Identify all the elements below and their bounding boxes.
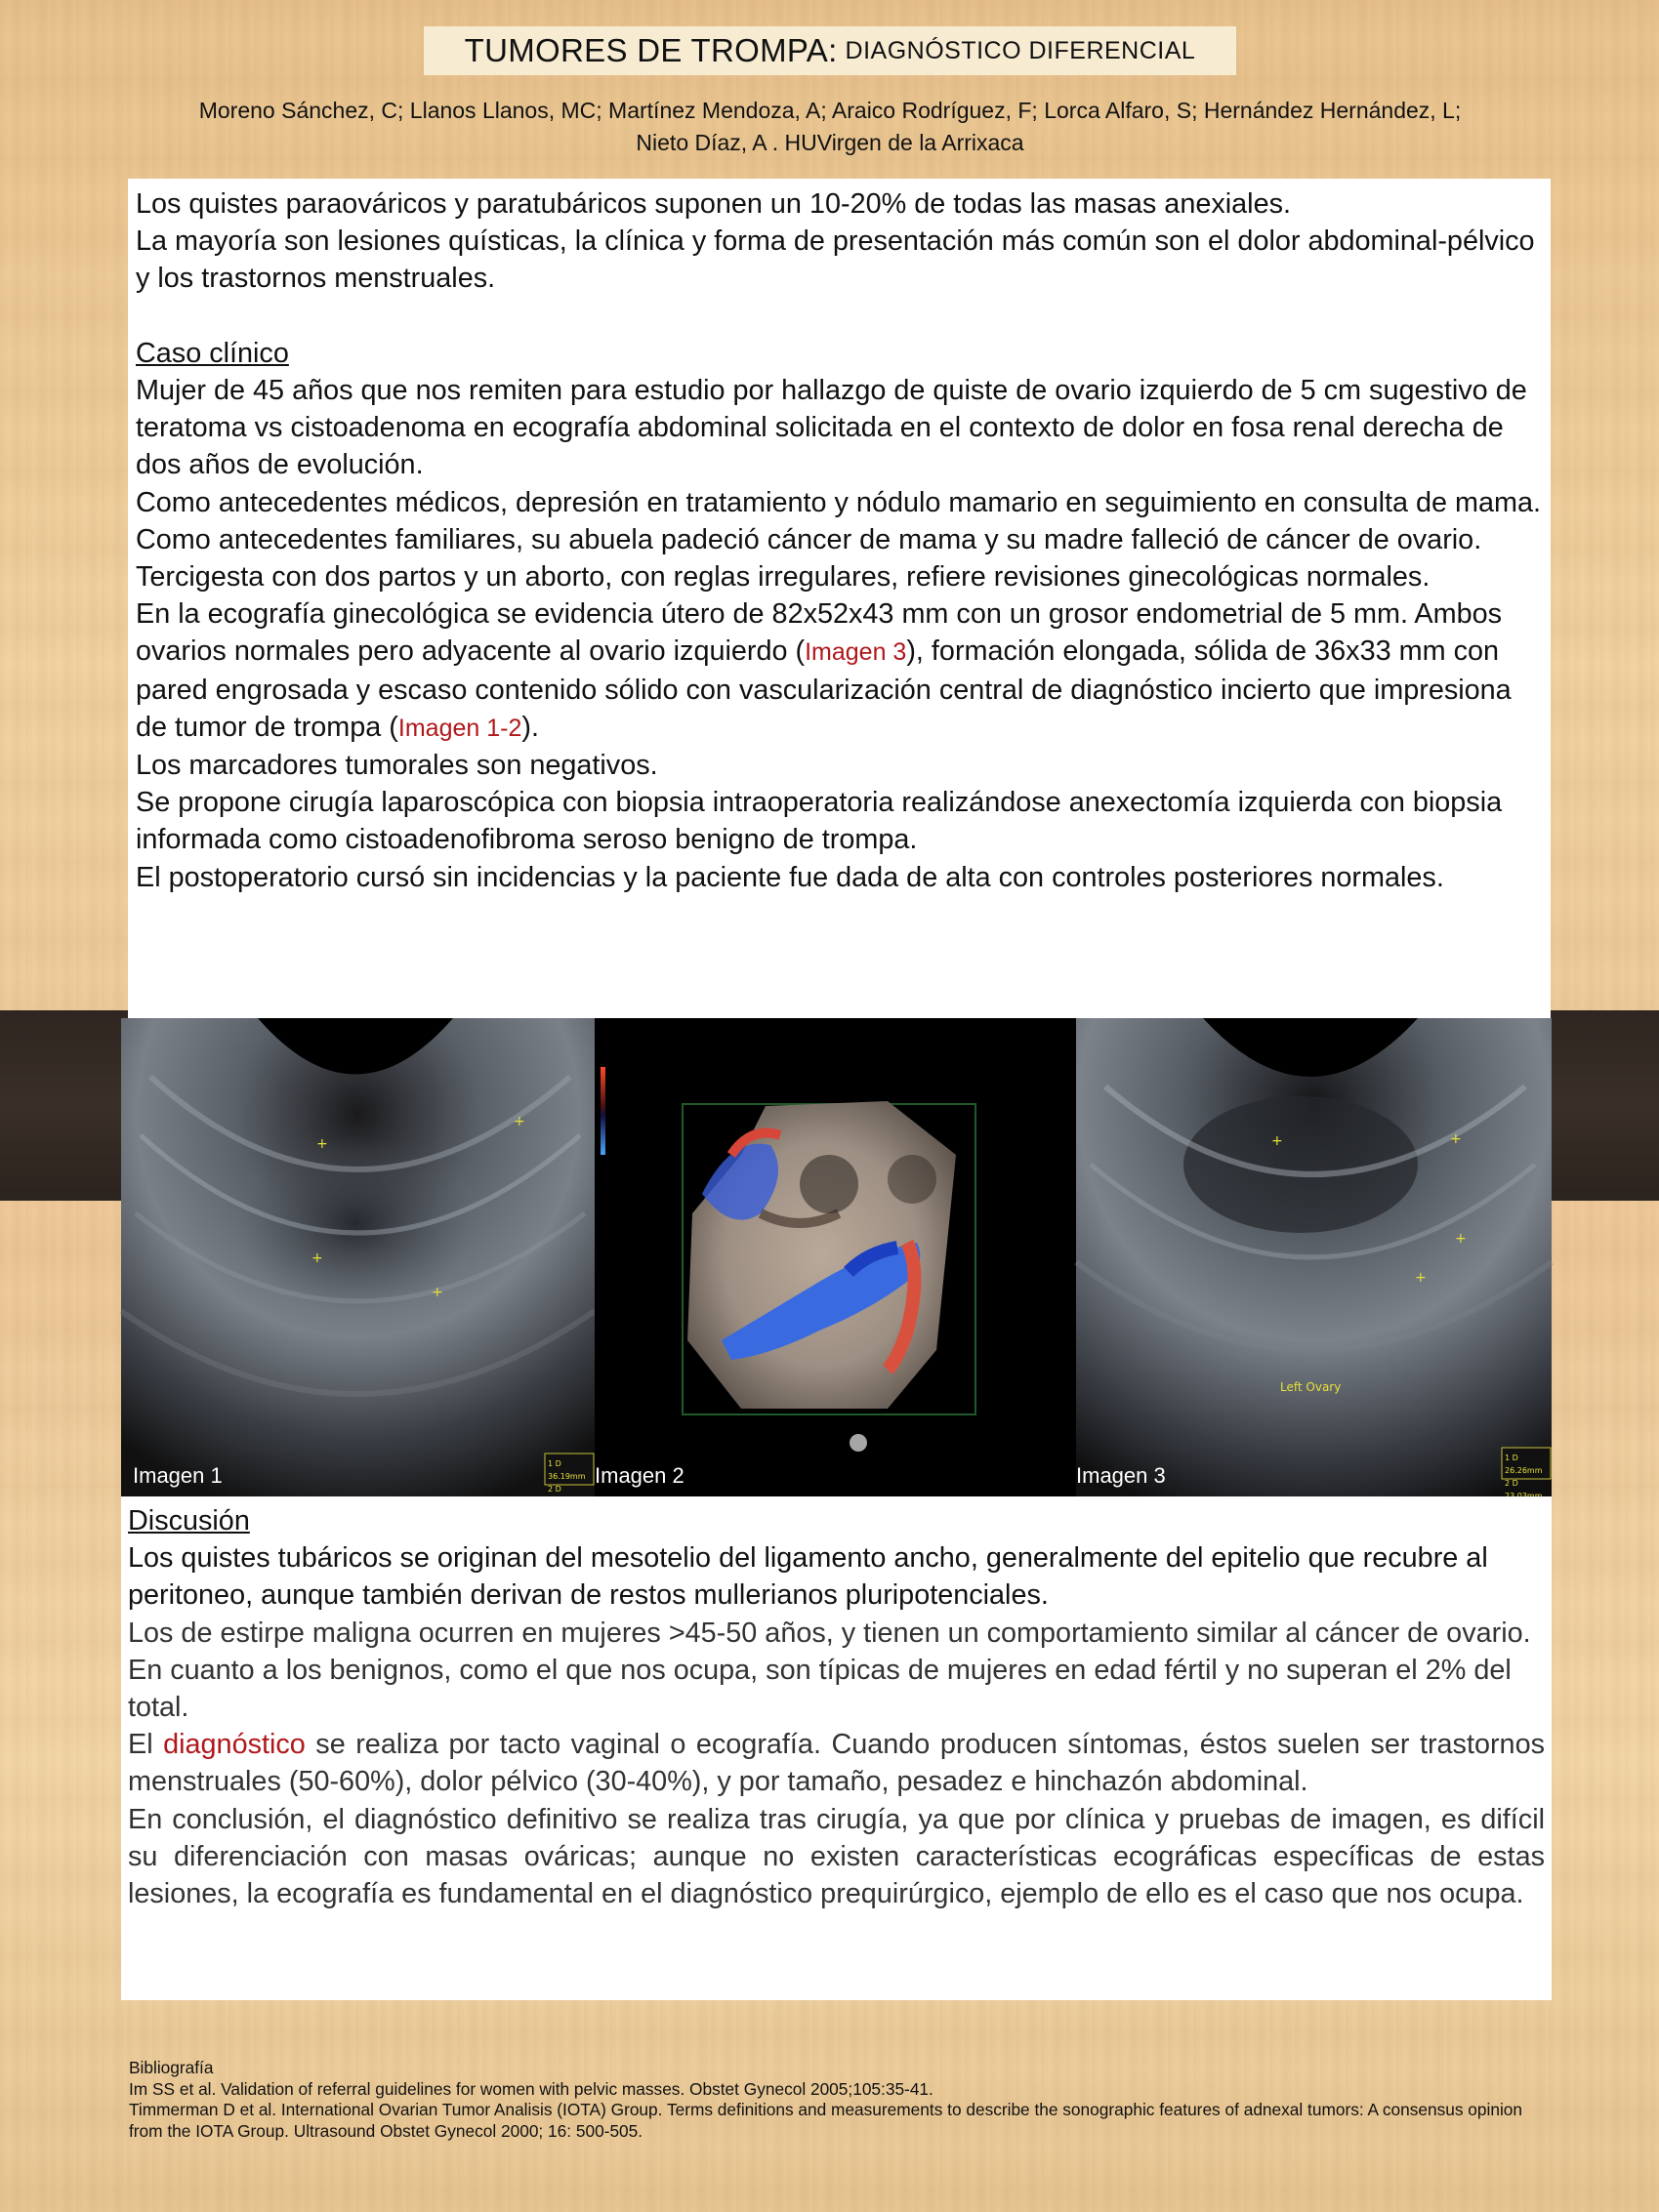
case-heading: Caso clínico [136,337,289,369]
case-paragraph-7: El postoperatorio cursó sin incidencias y la paciente fue dada de alta con controles posteriores normales. [136,861,1444,893]
ultrasound-image-2 [595,1018,1076,1496]
ultrasound-image-1 [121,1018,595,1496]
measurement-readout-3 [1505,1452,1552,1502]
case-paragraph-2: Como antecedentes médicos, depresión en tratamiento y nódulo mamario en seguimiento en consulta de mama. Como antecedentes familiares, su abuela padeció cáncer de mama y su madre falleció de cáncer de ovario. [136,486,1542,555]
spacer [136,298,1543,335]
case-paragraph-5: Los marcadores tumorales son negativos. [136,750,658,782]
svg-text:+: + [1455,1231,1467,1247]
image-2-label: Imagen 2 [595,1463,684,1488]
case-paragraph-3: Tercigesta con dos partos y un aborto, con reglas irregulares, refiere revisiones ginecológicas normales. [136,561,1431,594]
svg-text:+: + [514,1114,525,1129]
image-1-2-reference: Imagen 1-2 [397,714,522,742]
svg-text:+: + [311,1250,323,1266]
image-3-reference: Imagen 3 [805,638,907,667]
authors-line-1: Moreno Sánchez, C; Llanos Llanos, MC; Martínez Mendoza, A; Araico Rodríguez, F; Lorca Alfaro, S; Hernández Hernández, L; [198,98,1462,123]
ultrasound-2-doppler-graphic [595,1018,1076,1496]
measurement-1a: 1 D 36.19mm [548,1459,586,1481]
svg-text:+: + [432,1285,443,1300]
case-p4-text-a: En la ecografía ginecológica se evidencia útero de 82x52x43 mm con un grosor endometrial de 5 mm. Ambos ovarios normales pero adyacente al ovario izquierdo ( [136,598,1503,668]
bibliography-heading: Bibliografía [129,2058,214,2077]
image-3-label: Imagen 3 [1076,1463,1166,1488]
ultrasound-1-graphic [121,1018,595,1496]
discussion-p3-text-b: se realiza por tacto vaginal o ecografía. Cuando producen síntomas, éstos suelen ser trastornos menstruales (50-60%), dolor pélvico (30-40%), y por tamaño, pesadez e hinchazón abdominal. [128,1729,1545,1798]
discussion-p3-text-a: El [128,1729,164,1761]
discussion-paragraph-4: En conclusión, el diagnóstico definitivo se realiza tras cirugía, ya que por clínica y pruebas de imagen, es difícil su diferenciación con masas ováricas; aunque no existen características ecográficas específicas de estas lesiones, la ecografía es fundamental en el diagnóstico prequirúrgico, ejemplo de ello es el caso que nos ocupa. [128,1803,1545,1910]
svg-text:+: + [1271,1133,1283,1149]
measurement-1b: 2 D [548,1485,561,1494]
ultrasound-image-strip [121,1018,1552,1496]
measurement-3a: 1 D 26.26mm [1505,1454,1543,1475]
case-paragraph-1: Mujer de 45 años que nos remiten para estudio por hallazgo de quiste de ovario izquierdo de 5 cm sugestivo de teratoma vs cistoadenoma en ecografía abdominal solicitada en el contexto de dolor en fosa renal derecha de dos años de evolución. [136,375,1527,481]
title-subtitle: DIAGNÓSTICO DIFERENCIAL [845,36,1196,64]
intro-panel [128,179,1551,1018]
discussion-paragraph-2: Los de estirpe maligna ocurren en mujeres >45-50 años, y tienen un comportamiento similar al cáncer de ovario. En cuanto a los benignos, como el que nos ocupa, son típicas de mujeres en edad fértil y no superan el 2% del total. [128,1617,1531,1724]
case-paragraph-4 [136,595,1543,747]
title-main: TUMORES DE TROMPA: [464,32,838,68]
discussion-paragraph-1: Los quistes tubáricos se originan del mesotelio del ligamento ancho, generalmente del epitelio que recubre al peritoneo, aunque también derivan de restos mullerianos pluripotenciales. [128,1542,1488,1612]
svg-text:+: + [1450,1131,1462,1147]
ultrasound-image-3 [1076,1018,1552,1496]
measurement-3b: 2 D [1505,1479,1518,1488]
intro-paragraph-1: Los quistes paraováricos y paratubáricos suponen un 10-20% de todas las masas anexiales. [136,188,1291,220]
svg-text:+: + [1415,1270,1427,1286]
authors-block [107,95,1553,159]
case-p4-text-b: ), formación elongada, sólida de 36x33 mm con pared engrosada y escaso contenido sólido con vascularización central de diagnóstico incierto que impresiona de tumor de trompa ( [136,635,1512,743]
case-p4-text-c: ). [521,711,539,743]
ultrasound-3-graphic [1076,1018,1552,1496]
bibliography-ref-2: Timmerman D et al. International Ovarian Tumor Analisis (IOTA) Group. Terms definitions and measurements to describe the sonographic features of adnexal tumors: A consensus opinion from the IOTA Group. Ultrasound Obstet Gynecol 2000; 16: 500-505. [129,2100,1523,2141]
poster-title [424,26,1236,75]
case-paragraph-6: Se propone cirugía laparoscópica con biopsia intraoperatoria realizándose anexectomía izquierda con biopsia informada como cistoadenofibroma seroso benigno de trompa. [136,787,1503,856]
discussion-panel [121,1496,1552,2000]
authors-line-2: Nieto Díaz, A . HUVirgen de la Arrixaca [636,130,1024,155]
discussion-heading: Discusión [128,1505,250,1536]
left-ovary-annotation: Left Ovary [1280,1380,1342,1394]
bibliography-ref-1: Im SS et al. Validation of referral guidelines for women with pelvic masses. Obstet Gynecol 2005;105:35-41. [129,2078,933,2099]
image-1-label: Imagen 1 [133,1463,223,1488]
bibliography [129,2058,1555,2142]
svg-text:+: + [316,1136,328,1152]
discussion-paragraph-3 [128,1726,1545,1800]
intro-paragraph-2: La mayoría son lesiones quísticas, la clínica y forma de presentación más común son el dolor abdominal-pélvico y los trastornos menstruales. [136,225,1535,295]
diagnostico-highlight: diagnóstico [163,1729,306,1761]
